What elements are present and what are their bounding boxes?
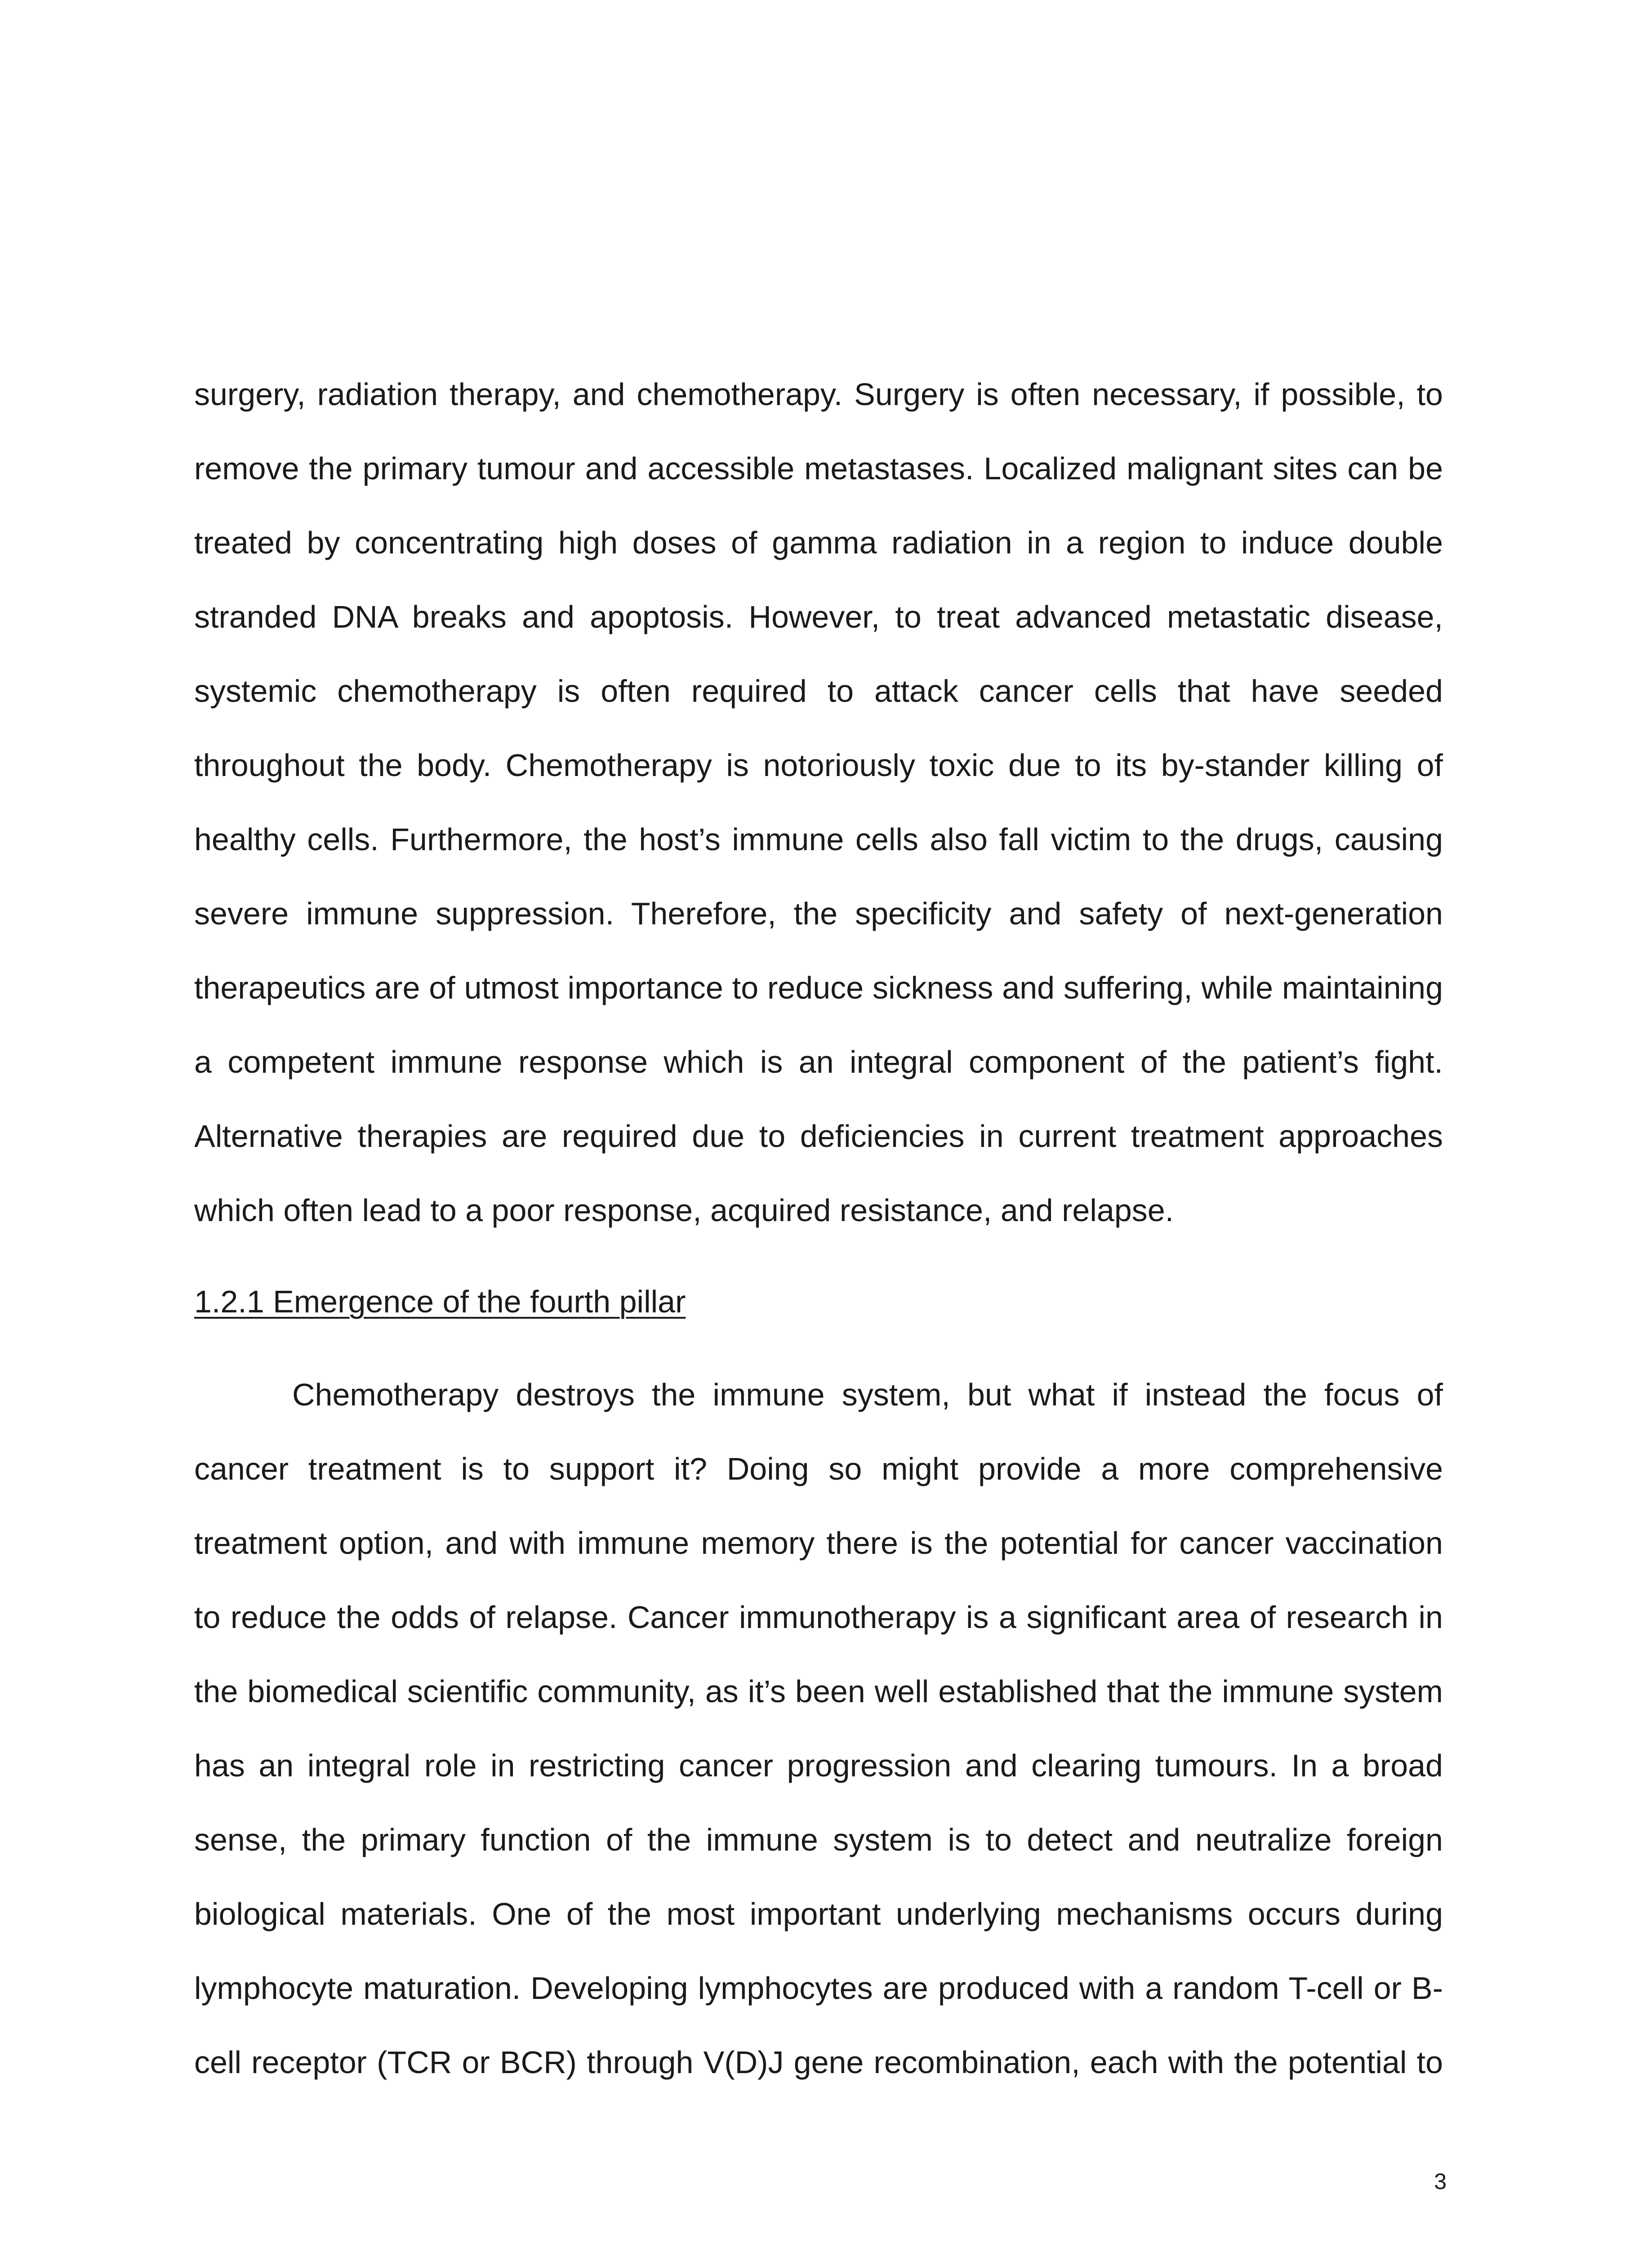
paragraph-line: cancer treatment is to support it? Doing so might provide a more comprehensive — [194, 1451, 1443, 1486]
paragraph-line: the biomedical scientific community, as it’s been well established that the immune system — [194, 1674, 1443, 1709]
paragraph-line: cell receptor (TCR or BCR) through V(D)J gene recombination, each with the potential to — [194, 2045, 1443, 2080]
page-number: 3 — [1434, 2169, 1447, 2194]
paragraph-line: to reduce the odds of relapse. Cancer immunotherapy is a significant area of research in — [194, 1600, 1443, 1635]
paragraph-line: Alternative therapies are required due to deficiencies in current treatment approaches — [194, 1119, 1443, 1154]
paragraph-line: a competent immune response which is an integral component of the patient’s fight. — [194, 1044, 1443, 1079]
paragraph-line: healthy cells. Furthermore, the host’s immune cells also fall victim to the drugs, causing — [194, 822, 1443, 857]
paragraph-line: surgery, radiation therapy, and chemotherapy. Surgery is often necessary, if possible, to — [194, 377, 1443, 412]
paragraph-line: Chemotherapy destroys the immune system, but what if instead the focus of — [292, 1377, 1443, 1412]
paragraph-line: biological materials. One of the most important underlying mechanisms occurs during — [194, 1896, 1443, 1931]
paragraph-line: systemic chemotherapy is often required to attack cancer cells that have seeded — [194, 674, 1443, 709]
paragraph-line: sense, the primary function of the immune system is to detect and neutralize foreign — [194, 1822, 1443, 1857]
body-paragraph — [194, 1358, 1443, 2100]
paragraph-line: stranded DNA breaks and apoptosis. However, to treat advanced metastatic disease, — [194, 599, 1443, 634]
paragraph-line: treatment option, and with immune memory there is the potential for cancer vaccination — [194, 1525, 1443, 1561]
body-paragraph — [194, 357, 1443, 1248]
paragraph-line: which often lead to a poor response, acquired resistance, and relapse. — [194, 1193, 1174, 1228]
paragraph-line: treated by concentrating high doses of gamma radiation in a region to induce double — [194, 525, 1443, 560]
paragraph-line: has an integral role in restricting cancer progression and clearing tumours. In a broad — [194, 1748, 1443, 1783]
paragraph-line: lymphocyte maturation. Developing lymphocytes are produced with a random T-cell or B- — [194, 1971, 1443, 2006]
paragraph-line: throughout the body. Chemotherapy is notoriously toxic due to its by-stander killing of — [194, 748, 1443, 783]
paragraph-line: remove the primary tumour and accessible metastases. Localized malignant sites can be — [194, 451, 1443, 486]
section-heading: 1.2.1 Emergence of the fourth pillar — [194, 1284, 686, 1319]
paragraph-line: therapeutics are of utmost importance to reduce sickness and suffering, while maintaining — [194, 970, 1443, 1005]
paragraph-line: severe immune suppression. Therefore, the specificity and safety of next-generation — [194, 896, 1443, 931]
